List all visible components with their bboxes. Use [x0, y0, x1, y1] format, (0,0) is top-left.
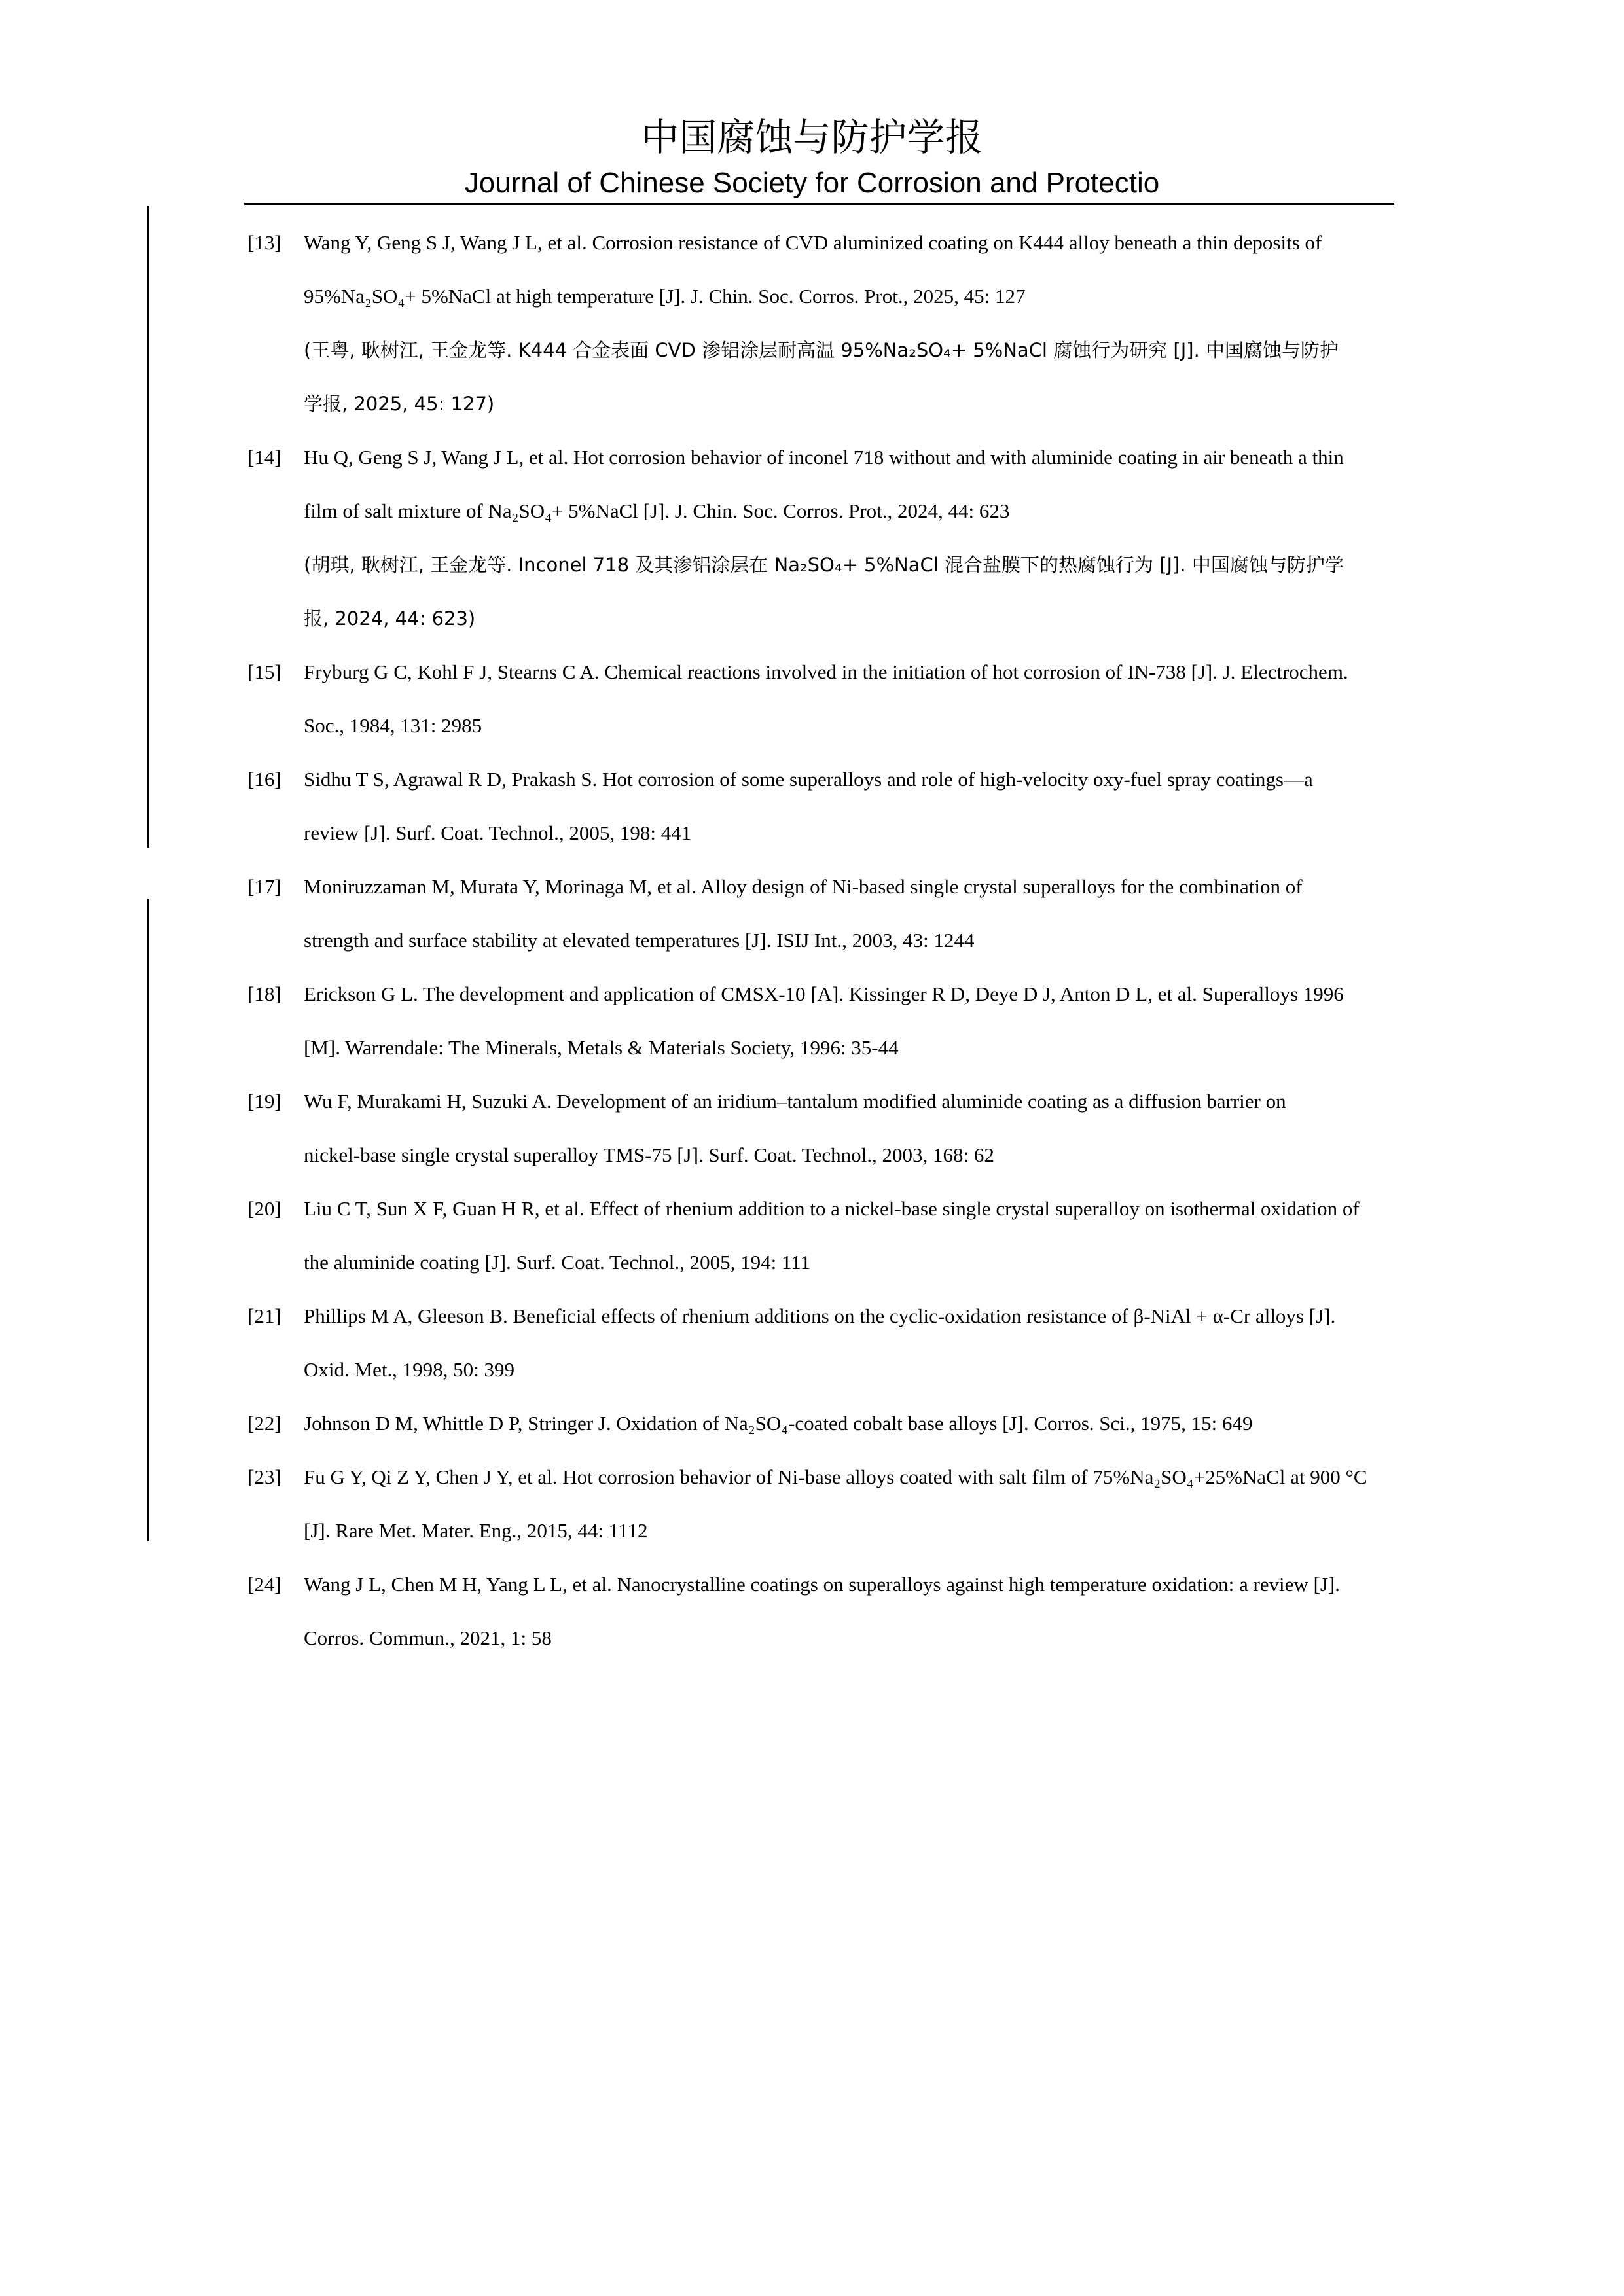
reference-line: strength and surface stability at elevated temperatures [J]. ISIJ Int., 2003, 43: 1244 [304, 929, 975, 952]
reference-text [304, 860, 1390, 967]
revision-change-bar [147, 206, 149, 848]
journal-title-english: Journal of Chinese Society for Corrosion and Protectio [464, 167, 1160, 199]
reference-item [247, 1397, 1390, 1450]
reference-item [247, 753, 1390, 860]
reference-number: [22] [247, 1412, 281, 1435]
reference-text [304, 645, 1390, 753]
reference-text [304, 1558, 1390, 1665]
reference-text [304, 967, 1390, 1075]
reference-number: [13] [247, 231, 281, 254]
reference-line: film of salt mixture of Na₂SO₄+ 5%NaCl [J]. J. Chin. Soc. Corros. Prot., 2024, 44: 623 [304, 499, 1010, 522]
reference-number: [20] [247, 1197, 281, 1220]
reference-line: Johnson D M, Whittle D P, Stringer J. Oxidation of Na₂SO₄-coated cobalt base alloys [J]. Corros. Sci., 1975, 15: 649 [304, 1412, 1253, 1435]
reference-line: 95%Na₂SO₄+ 5%NaCl at high temperature [J]. J. Chin. Soc. Corros. Prot., 2025, 45: 127 [304, 285, 1026, 308]
reference-item [247, 431, 1390, 645]
reference-line: Phillips M A, Gleeson B. Beneficial effects of rhenium additions on the cyclic-oxidation resistance of β-NiAl + α-Cr alloys [J]. [304, 1304, 1336, 1327]
reference-line: Wu F, Murakami H, Suzuki A. Development of an iridium–tantalum modified aluminide coating as a diffusion barrier on [304, 1090, 1286, 1113]
reference-number: [21] [247, 1304, 281, 1327]
reference-line: Fu G Y, Qi Z Y, Chen J Y, et al. Hot corrosion behavior of Ni-base alloys coated with salt film of 75%Na₂SO₄+25%NaCl at 900 °C [304, 1465, 1367, 1488]
reference-line: Corros. Commun., 2021, 1: 58 [304, 1626, 552, 1649]
revision-change-bar [147, 899, 149, 1541]
reference-line: Oxid. Met., 1998, 50: 399 [304, 1358, 515, 1381]
header-divider [244, 203, 1394, 205]
reference-item [247, 645, 1390, 753]
reference-number: [18] [247, 982, 281, 1005]
reference-text [304, 1182, 1390, 1289]
reference-number: [16] [247, 768, 281, 791]
reference-item [247, 1182, 1390, 1289]
reference-text [304, 753, 1390, 860]
reference-line: review [J]. Surf. Coat. Technol., 2005, 198: 441 [304, 821, 692, 844]
reference-line: Liu C T, Sun X F, Guan H R, et al. Effect of rhenium addition to a nickel-base single crystal superalloy on isothermal oxidation of [304, 1197, 1360, 1220]
reference-item [247, 1558, 1390, 1665]
reference-text [304, 431, 1390, 645]
reference-line: 报, 2024, 44: 623) [304, 607, 476, 630]
reference-item [247, 967, 1390, 1075]
reference-item [247, 1075, 1390, 1182]
reference-line: Sidhu T S, Agrawal R D, Prakash S. Hot corrosion of some superalloys and role of high-velocity oxy-fuel spray coatings—a [304, 768, 1313, 791]
reference-line: (王粤, 耿树江, 王金龙等. K444 合金表面 CVD 渗铝涂层耐高温 95%Na₂SO₄+ 5%NaCl 腐蚀行为研究 [J]. 中国腐蚀与防护 [304, 339, 1339, 361]
reference-line: [J]. Rare Met. Mater. Eng., 2015, 44: 1112 [304, 1519, 648, 1542]
journal-title-chinese: 中国腐蚀与防护学报 [641, 115, 983, 160]
reference-number: [14] [247, 446, 281, 469]
reference-number: [15] [247, 660, 281, 683]
reference-number: [17] [247, 875, 281, 898]
reference-line: nickel-base single crystal superalloy TMS-75 [J]. Surf. Coat. Technol., 2003, 168: 62 [304, 1143, 994, 1166]
reference-line: Hu Q, Geng S J, Wang J L, et al. Hot corrosion behavior of inconel 718 without and with aluminide coating in air beneath a thin [304, 446, 1344, 469]
reference-text [304, 1397, 1390, 1450]
reference-line: Wang J L, Chen M H, Yang L L, et al. Nanocrystalline coatings on superalloys against high temperature oxidation: a review [J]. [304, 1573, 1341, 1596]
reference-line: Soc., 1984, 131: 2985 [304, 714, 482, 737]
reference-list [247, 216, 1390, 1665]
reference-number: [19] [247, 1090, 281, 1113]
reference-number: [23] [247, 1465, 281, 1488]
reference-text [304, 1075, 1390, 1182]
reference-line: Erickson G L. The development and application of CMSX-10 [A]. Kissinger R D, Deye D J, Anton D L, et al. Superalloys 1996 [304, 982, 1344, 1005]
reference-line: the aluminide coating [J]. Surf. Coat. Technol., 2005, 194: 111 [304, 1251, 811, 1274]
reference-item [247, 216, 1390, 431]
reference-line: Wang Y, Geng S J, Wang J L, et al. Corrosion resistance of CVD aluminized coating on K444 alloy beneath a thin deposits of [304, 231, 1322, 254]
reference-line: 学报, 2025, 45: 127) [304, 393, 495, 415]
reference-item [247, 1450, 1390, 1558]
reference-text [304, 1289, 1390, 1397]
reference-text [304, 1450, 1390, 1558]
reference-line: [M]. Warrendale: The Minerals, Metals & Materials Society, 1996: 35-44 [304, 1036, 899, 1059]
reference-line: Moniruzzaman M, Murata Y, Morinaga M, et al. Alloy design of Ni-based single crystal superalloys for the combination of [304, 875, 1303, 898]
reference-text [304, 216, 1390, 431]
reference-item [247, 860, 1390, 967]
reference-item [247, 1289, 1390, 1397]
reference-line: (胡琪, 耿树江, 王金龙等. Inconel 718 及其渗铝涂层在 Na₂SO₄+ 5%NaCl 混合盐膜下的热腐蚀行为 [J]. 中国腐蚀与防护学 [304, 554, 1344, 576]
reference-line: Fryburg G C, Kohl F J, Stearns C A. Chemical reactions involved in the initiation of hot corrosion of IN-738 [J]. J. Electrochem. [304, 660, 1348, 683]
reference-number: [24] [247, 1573, 281, 1596]
